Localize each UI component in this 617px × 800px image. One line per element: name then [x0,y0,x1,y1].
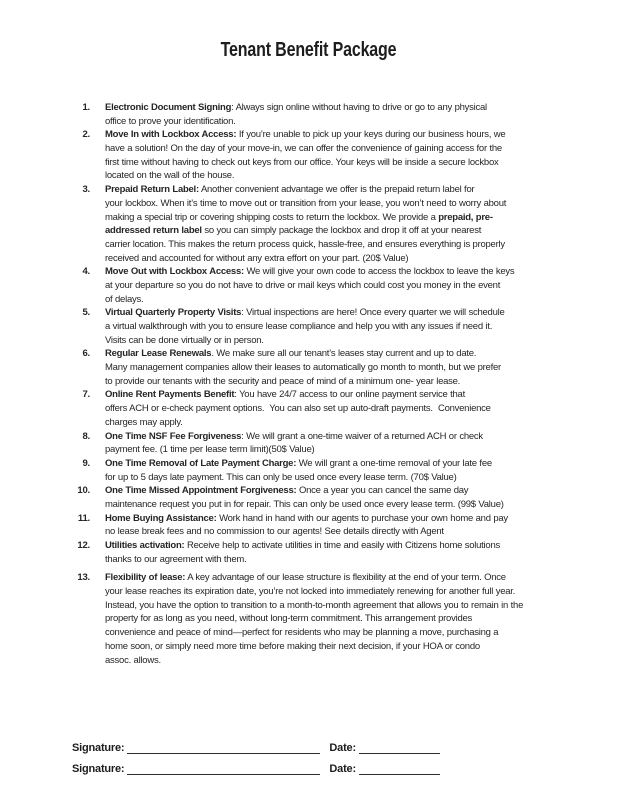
item-number: 13. [77,572,90,584]
item-number: 3. [82,184,90,196]
text-run: Another convenient advantage we offer is the prepaid return label for [198,184,475,196]
text-line [105,430,483,444]
bold-run: Flexibility of lease: [105,572,186,584]
text-line [105,169,505,183]
text-run: carrier location. This makes the return process quick, hassle-free, and ensures everything is properly [105,238,505,250]
item-number: 4. [82,266,90,278]
text-run: making a special trip or covering shipping costs to return the lockbox. We provide a [105,211,439,223]
text-run: A key advantage of our lease structure is flexibility at the end of your term. Once [185,572,506,584]
text-run: home soon, or simply need more time before making their next decision, if your HOA or condo [105,640,480,652]
text-line [105,612,523,626]
item-number: 11. [77,512,90,524]
text-run: thanks to our agreement with them. [105,553,247,565]
text-line [105,115,487,129]
text-run: have a solution! On the day of your move-in, we can offer the convenience of gaining access for the [105,143,502,155]
benefit-item [0,347,617,388]
text-line [105,238,506,252]
text-run: If you’re unable to pick up your keys during our business hours, we [236,129,506,141]
text-line [105,101,487,115]
item-number: 1. [82,102,90,113]
benefit-item [0,388,617,429]
text-line [105,599,523,613]
text-run: payment fee. (1 time per lease term limit)(50$ Value) [105,444,315,456]
text-run: office to prove your identification. [105,115,236,127]
text-run: located on the wall of the house. [105,170,235,182]
benefit-item [0,484,617,511]
text-line [105,443,483,457]
bold-run: One Time NSF Fee Forgiveness [105,430,242,442]
benefit-list [0,101,617,667]
text-line [105,640,523,654]
text-run: Visits can be done virtually or in person. [105,334,264,346]
bold-run: Electronic Document Signing [105,102,232,113]
signature-line [127,741,320,754]
text-run: maintenance request you put in for repair. This can only be used once every lease term. (99$ Value) [105,498,504,510]
text-run: : Always sign online without having to drive or go to any physical [231,102,487,113]
benefit-item [0,457,617,484]
text-line [105,553,500,567]
item-paragraph [105,539,500,566]
signature-label: Signature: [72,742,125,754]
signature-row [72,761,440,775]
text-line [105,320,505,334]
item-paragraph [105,430,483,457]
text-line [105,512,508,526]
bold-run: Virtual Quarterly Property Visits [105,307,242,319]
page-title: Tenant Benefit Package [220,39,397,61]
bold-run: Move In with Lockbox Access: [105,129,237,141]
text-run: for up to 5 days late payment. This can only be used once every lease term. (70$ Value) [105,471,457,483]
text-run: property for as long as you need, without long-term commitment. This arrangement provides [105,613,473,625]
date-label: Date: [329,763,356,775]
text-line [105,388,491,402]
item-paragraph [105,347,501,388]
item-number: 7. [82,389,90,401]
text-line [105,224,506,238]
text-run: to provide our tenants with the security and peace of mind of a minimum one- year lease. [105,375,461,387]
item-paragraph [105,101,487,128]
text-line [105,402,491,416]
item-paragraph [105,457,492,484]
bold-run: Home Buying Assistance: [105,512,217,524]
item-number: 8. [82,430,90,442]
item-paragraph [105,484,504,511]
date-label: Date: [329,742,356,754]
item-number: 10. [77,485,90,497]
item-paragraph [105,388,491,429]
text-line [105,156,505,170]
text-line [105,654,523,668]
text-run: : We will grant a one-time waiver of a returned ACH or check [241,430,483,442]
text-run: your lease reaches its expiration date, you’re not locked into immediately renewing for another full year. [105,586,516,598]
text-line [105,498,504,512]
benefit-item [0,128,617,183]
text-line [105,183,506,197]
text-line [105,626,523,640]
item-paragraph [105,128,505,183]
bold-run: Regular Lease Renewals [105,348,212,360]
text-run: charges may apply. [105,416,183,428]
text-run: a virtual walkthrough with you to ensure lease compliance and help you with any issues if need it. [105,321,493,332]
text-line [105,416,491,430]
text-run: assoc. allows. [105,654,161,666]
bold-run: Online Rent Payments Benefit [105,389,235,401]
text-line [105,525,508,539]
date-line [359,762,440,775]
item-paragraph [105,306,505,347]
text-line [105,279,514,293]
item-number: 12. [77,540,90,551]
text-line [105,293,514,307]
text-line [105,334,505,348]
text-run: Instead, you have the option to transition to a month-to-month agreement that allows you to remain in the [105,599,524,611]
bold-run: addressed return label [105,225,202,237]
text-line [105,471,492,485]
text-line [105,142,505,156]
bold-run: prepaid, pre- [438,211,493,223]
bold-run: One Time Removal of Late Payment Charge: [105,457,297,469]
text-run: at your departure so you do not have to drive or mail keys which could cost you money in the event [105,279,501,291]
text-run: We will grant a one-time removal of your late fee [296,457,492,469]
signature-line [127,762,320,775]
text-run: : You have 24/7 access to our online payment service that [234,389,465,401]
benefit-item [0,512,617,539]
text-run: Many management companies allow their leases to automatically go month to month, but we prefer [105,362,501,374]
text-line [105,585,523,599]
benefit-item [0,183,617,265]
text-run: your lockbox. When it’s time to move out or transition from your lease, you won’t need to worry about [105,197,507,209]
benefit-item [0,265,617,306]
text-line [105,211,506,225]
text-run: of delays. [105,293,144,305]
text-line [105,539,500,553]
benefit-item [0,539,617,566]
benefit-item [0,430,617,457]
text-run: Receive help to activate utilities in time and easily with Citizens home solutions [184,540,500,551]
date-line [359,741,440,754]
signature-block [72,740,440,782]
signature-row [72,740,440,754]
bold-run: Move Out with Lockbox Access: [105,266,244,278]
text-run: offers ACH or e-check payment options. You can also set up auto-draft payments. Convenience [105,403,491,415]
text-line [105,265,514,279]
text-line [105,252,506,266]
item-number: 9. [82,457,90,469]
item-paragraph [105,183,506,265]
text-run: We will give your own code to access the lockbox to leave the keys [243,266,515,278]
item-number: 6. [82,348,90,360]
text-line [105,571,523,585]
benefit-item [0,306,617,347]
bold-run: Utilities activation: [105,540,185,551]
text-run: convenience and peace of mind—perfect for residents who may be planning a move, purchasing a [105,627,499,639]
benefit-item [0,101,617,128]
bold-run: One Time Missed Appointment Forgiveness: [105,485,297,497]
item-paragraph [105,265,514,306]
text-line [105,306,505,320]
text-line [105,457,492,471]
text-line [105,128,505,142]
signature-label: Signature: [72,763,125,775]
item-number: 2. [82,129,90,141]
text-line [105,197,506,211]
text-line [105,375,501,389]
text-run: received and accounted for without any extra effort on your part. (20$ Value) [105,252,409,264]
text-run: no lease break fees and no commission to our agents! See details directly with Agent [105,526,444,538]
text-line [105,361,501,375]
text-run: : Virtual inspections are here! Once every quarter we will schedule [241,307,505,319]
text-run: . We make sure all our tenant’s leases stay current and up to date. [211,348,477,360]
item-paragraph [105,512,508,539]
item-number: 5. [82,307,90,319]
text-line [105,347,501,361]
benefit-item [0,571,617,667]
text-run: Once a year you can cancel the same day [296,485,469,497]
item-paragraph [105,571,523,667]
text-run: Work hand in hand with our agents to purchase your own home and pay [216,512,508,524]
text-run: first time without having to check out keys from our office. Your keys will be inside a secure lockbox [105,156,499,168]
bold-run: Prepaid Return Label: [105,184,199,196]
text-line [105,484,504,498]
text-run: so you can simply package the lockbox and drop it off at your nearest [201,225,482,237]
